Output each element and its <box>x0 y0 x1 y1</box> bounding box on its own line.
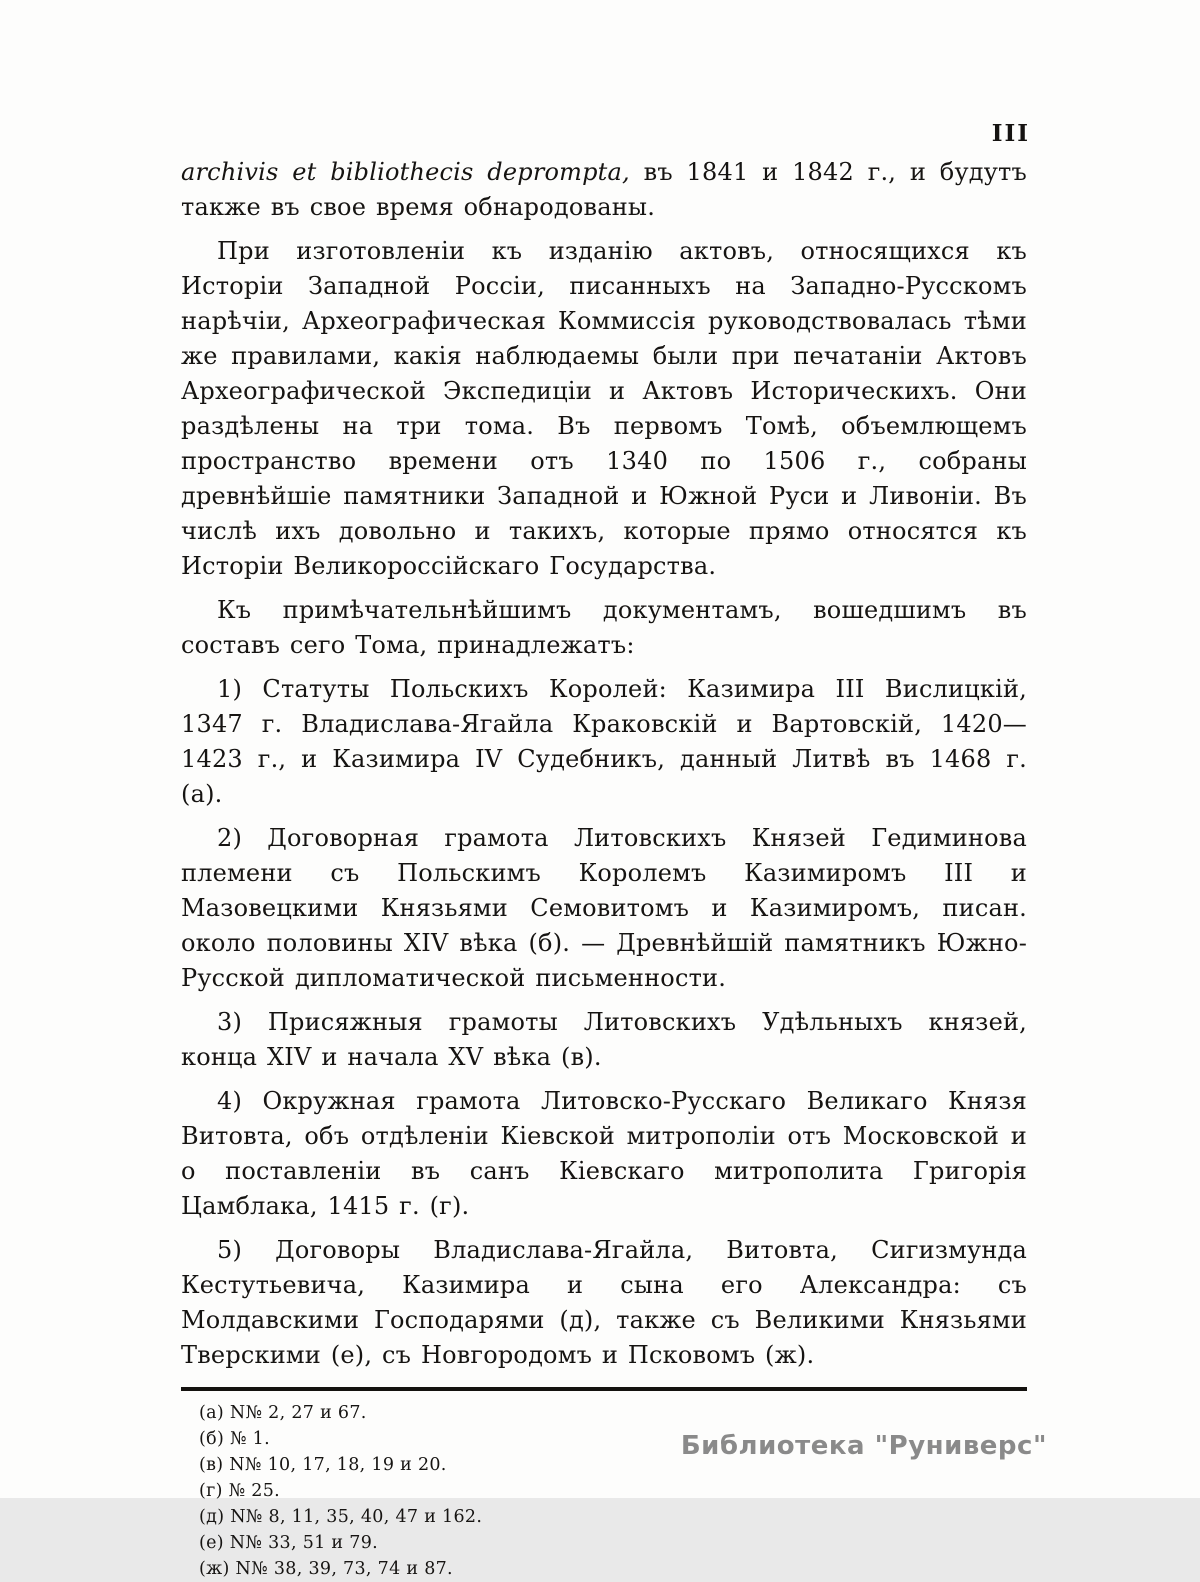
paragraph-continuation <box>181 155 1027 225</box>
footnote-d: (д) N№ 8, 11, 35, 40, 47 и 162. <box>199 1507 483 1527</box>
list-item-2: 2) Договорная грамота Литовскихъ Князей Гедиминова племени съ Польскимъ Королемъ Казимиромъ III и Мазовецкими Князьями Семовитомъ и Казимиромъ, писан. около половины XIV вѣка (б). — Древнѣйшій памятникъ Южно-Русской дипломатической письменности. <box>181 824 1027 992</box>
list-item-4: 4) Окружная грамота Литовско-Русскаго Великаго Князя Витовта, объ отдѣленіи Кіевской митрополіи отъ Московской и о поставленіи въ санъ Кіевскаго митрополита Григорія Цамблака, 1415 г. (г). <box>181 1087 1027 1220</box>
footnotes-block <box>181 1400 1027 1582</box>
list-item-5: 5) Договоры Владислава-Ягайла, Витовта, Сигизмунда Кестутьевича, Казимира и сына его Александра: съ Молдавскими Господарями (д), также съ Великими Князьями Тверскими (е), съ Новгородомъ и Псковомъ (ж). <box>181 1236 1027 1369</box>
page-content <box>181 155 1027 1582</box>
list-item-1: 1) Статуты Польскихъ Королей: Казимира III Вислицкій, 1347 г. Владислава-Ягайла Краковскій и Вартовскій, 1420—1423 г., и Казимира IV Судебникъ, данный Литвѣ въ 1468 г. (а). <box>181 675 1027 808</box>
footnote-a: (а) N№ 2, 27 и 67. <box>199 1403 367 1423</box>
paragraph-continuation-text: въ 1841 и 1842 г., и будутъ также въ свое время обнародованы. <box>181 158 1028 221</box>
footnote-zh: (ж) N№ 38, 39, 73, 74 и 87. <box>199 1559 453 1579</box>
footnote-v: (в) N№ 10, 17, 18, 19 и 20. <box>199 1455 447 1475</box>
list-item-3: 3) Присяжныя грамоты Литовскихъ Удѣльныхъ князей, конца XIV и начала XV вѣка (в). <box>181 1008 1027 1071</box>
footnote-g: (г) № 25. <box>199 1481 281 1501</box>
latin-phrase: archivis et bibliothecis deprompta, <box>181 158 630 186</box>
paragraph-introduction: При изготовленіи къ изданію актовъ, относящихся къ Исторіи Западной Россіи, писанныхъ на Западно-Русскомъ нарѣчіи, Археографическая Коммиссія руководствовалась тѣми же правилами, какія наблюдаемы были при печатаніи Актовъ Археографической Экспедиціи и Актовъ Историческихъ. Они раздѣлены на три тома. Въ первомъ Томѣ, объемлющемъ пространство времени отъ 1340 по 1506 г., собраны древнѣйшіе памятники Западной и Южной Руси и Ливоніи. Въ числѣ ихъ довольно и такихъ, которые прямо относятся къ Исторіи Великороссійскаго Государства. <box>181 237 1027 580</box>
library-watermark: Библиотека "Руниверс" <box>680 1431 1047 1461</box>
paragraph-lead-in: Къ примѣчательнѣйшимъ документамъ, вошедшимъ въ составъ сего Тома, принадлежатъ: <box>181 596 1027 659</box>
page-number: III <box>991 120 1030 147</box>
main-text-block <box>181 155 1027 1373</box>
footnote-b: (б) № 1. <box>199 1429 270 1449</box>
footnote-e: (е) N№ 33, 51 и 79. <box>199 1533 378 1553</box>
footnote-divider <box>181 1387 1027 1391</box>
